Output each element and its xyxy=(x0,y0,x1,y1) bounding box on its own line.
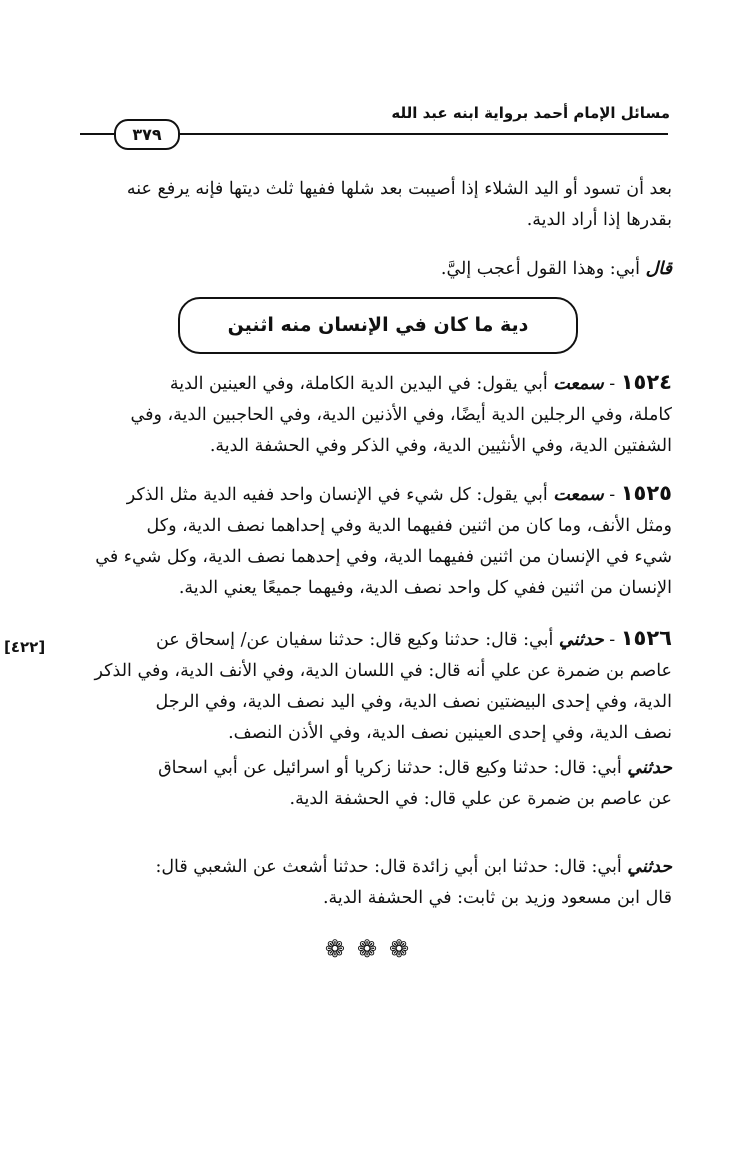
running-header-title: مسائل الإمام أحمد برواية ابنه عبد الله xyxy=(391,104,670,122)
entry-number: ١٥٢٦ xyxy=(620,626,672,650)
text-segment: أبي: قال: حدثنا ابن أبي زائدة قال: حدثنا أشعث عن الشعبي قال: xyxy=(155,857,628,877)
lead-word: حدثني xyxy=(627,857,672,877)
paragraph-narration-1 xyxy=(72,753,672,815)
lead-word: حدثني xyxy=(558,630,604,650)
text-line: الدية، وفي إحدى البيضتين نصف الدية، وفي اليد نصف الدية، وفي الرجل xyxy=(155,692,672,712)
entry-1524 xyxy=(72,367,672,462)
paragraph-continuation xyxy=(72,174,672,236)
paragraph-father-opinion xyxy=(72,254,672,285)
margin-reference: [٤٢٢] xyxy=(4,638,46,656)
lead-word: سمعت xyxy=(553,485,604,505)
section-end-ornament: ❁❁❁ xyxy=(324,935,422,963)
text-segment: أبي: قال: حدثنا وكيع قال: حدثنا زكريا أو اسرائيل عن أبي اسحاق xyxy=(158,758,628,778)
text-line: عن عاصم بن ضمرة عن علي قال: في الحشفة الدية. xyxy=(289,789,672,809)
entry-number: ١٥٢٤ xyxy=(620,370,672,394)
entry-1525 xyxy=(72,478,672,604)
text-line: ١٥٢٦ - حدثني أبي: قال: حدثنا وكيع قال: حدثنا سفيان عن/ إسحاق عن xyxy=(155,626,672,650)
page-number: ٣٧٩ xyxy=(114,119,180,150)
text-line: كاملة، وفي الرجلين الدية أيضًا، وفي الأذنين الدية، وفي الحاجبين الدية، وفي xyxy=(130,405,672,425)
section-heading: دية ما كان في الإنسان منه اثنين xyxy=(178,297,578,354)
text-line xyxy=(72,254,672,285)
text-segment: أبي يقول: كل شيء في الإنسان واحد ففيه الدية مثل الذكر xyxy=(126,485,554,505)
text-segment: أبي يقول: في اليدين الدية الكاملة، وفي العينين الدية xyxy=(169,374,554,394)
text-line xyxy=(72,753,672,784)
paragraph-text: أبي: وهذا القول أعجب إليَّ. xyxy=(440,259,646,279)
entry-number: ١٥٢٥ xyxy=(620,481,672,505)
text-line: ١٥٢٥ - سمعت أبي يقول: كل شيء في الإنسان واحد ففيه الدية مثل الذكر xyxy=(126,481,672,505)
entry-1526 xyxy=(72,623,672,749)
lead-word: حدثني xyxy=(627,758,672,778)
lead-word: قال xyxy=(645,259,672,279)
text-line: بقدرها إذا أراد الدية. xyxy=(526,210,672,230)
text-line: الإنسان من اثنين ففي كل واحد نصف الدية، وفيهما جميعًا يعني الدية. xyxy=(178,578,672,598)
text-segment: أبي: قال: حدثنا وكيع قال: حدثنا سفيان عن/ إسحاق عن xyxy=(155,630,559,650)
text-line: ١٥٢٤ - سمعت أبي يقول: في اليدين الدية الكاملة، وفي العينين الدية xyxy=(169,370,672,394)
text-line: عاصم بن ضمرة عن علي أنه قال: في اللسان الدية، وفي الأنف الدية، وفي الذكر xyxy=(94,661,672,681)
text-line xyxy=(72,852,672,883)
text-line: ومثل الأنف، وما كان من اثنين ففيهما الدية وفي إحداهما نصف الدية، وكل xyxy=(146,516,672,536)
text-line: الشفتين الدية، وفي الأنثيين الدية، وفي الذكر وفي الحشفة الدية. xyxy=(209,436,672,456)
text-line: نصف الدية، وفي إحدى العينين نصف الدية، وفي الأذن النصف. xyxy=(228,723,672,743)
lead-word: سمعت xyxy=(553,374,604,394)
text-line: شيء في الإنسان من اثنين ففيهما الدية، وفي إحدهما نصف الدية، وكل شيء في xyxy=(95,547,672,567)
paragraph-narration-2 xyxy=(72,852,672,914)
text-line: بعد أن تسود أو اليد الشلاء إذا أصيبت بعد شلها ففيها ثلث ديتها فإنه يرفع عنه xyxy=(126,179,672,199)
text-line: قال ابن مسعود وزيد بن ثابت: في الحشفة الدية. xyxy=(322,888,672,908)
